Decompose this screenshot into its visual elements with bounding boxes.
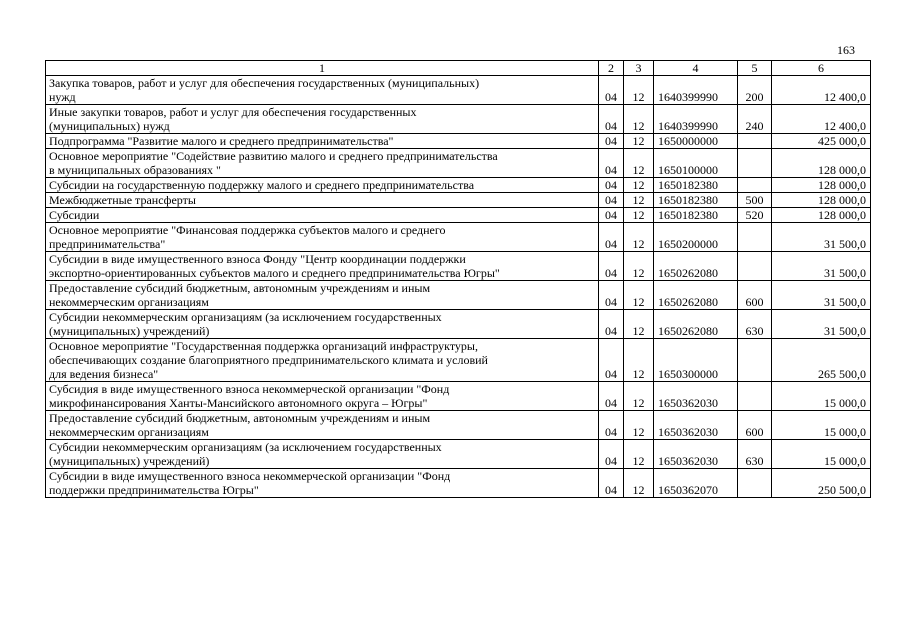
table-row bbox=[46, 411, 871, 440]
cell-amount: 128 000,0 bbox=[772, 149, 871, 178]
cell-subsection: 12 bbox=[624, 134, 654, 149]
cell-subsection: 12 bbox=[624, 339, 654, 382]
cell-amount: 15 000,0 bbox=[772, 382, 871, 411]
cell-amount: 31 500,0 bbox=[772, 310, 871, 339]
cell-subsection: 12 bbox=[624, 281, 654, 310]
cell-section: 04 bbox=[599, 193, 624, 208]
cell-subsection: 12 bbox=[624, 310, 654, 339]
cell-section: 04 bbox=[599, 411, 624, 440]
cell-name: Субсидии на государственную поддержку малого и среднего предпринимательства bbox=[46, 178, 599, 193]
table-row bbox=[46, 105, 871, 134]
cell-expense-type bbox=[738, 469, 772, 498]
cell-name: Предоставление субсидий бюджетным, автономным учреждениям и иным некоммерческим организациям bbox=[46, 281, 599, 310]
cell-name: Субсидии в виде имущественного взноса некоммерческой организации "Фонд поддержки предпринимательства Югры" bbox=[46, 469, 599, 498]
cell-expense-type: 630 bbox=[738, 440, 772, 469]
cell-section: 04 bbox=[599, 149, 624, 178]
cell-target-article: 1640399990 bbox=[654, 76, 738, 105]
cell-name: Основное мероприятие "Содействие развитию малого и среднего предпринимательства в муниципальных образованиях " bbox=[46, 149, 599, 178]
cell-target-article: 1650362030 bbox=[654, 440, 738, 469]
cell-name: Субсидии в виде имущественного взноса Фонду "Центр координации поддержки экспортно-ориентированных субъектов малого и среднего предпринимательства Югры" bbox=[46, 252, 599, 281]
cell-expense-type bbox=[738, 339, 772, 382]
cell-target-article: 1650182380 bbox=[654, 193, 738, 208]
cell-section: 04 bbox=[599, 382, 624, 411]
cell-amount: 15 000,0 bbox=[772, 440, 871, 469]
table-row bbox=[46, 193, 871, 208]
table-row bbox=[46, 440, 871, 469]
cell-subsection: 12 bbox=[624, 223, 654, 252]
cell-expense-type: 600 bbox=[738, 281, 772, 310]
cell-section: 04 bbox=[599, 178, 624, 193]
cell-section: 04 bbox=[599, 440, 624, 469]
cell-section: 04 bbox=[599, 223, 624, 252]
column-header-subsection: 3 bbox=[624, 61, 654, 76]
cell-target-article: 1650300000 bbox=[654, 339, 738, 382]
cell-expense-type: 600 bbox=[738, 411, 772, 440]
cell-section: 04 bbox=[599, 252, 624, 281]
cell-target-article: 1650182380 bbox=[654, 178, 738, 193]
column-header-target: 4 bbox=[654, 61, 738, 76]
cell-amount: 128 000,0 bbox=[772, 193, 871, 208]
cell-amount: 250 500,0 bbox=[772, 469, 871, 498]
page-number: 163 bbox=[837, 43, 855, 57]
cell-expense-type bbox=[738, 223, 772, 252]
cell-section: 04 bbox=[599, 469, 624, 498]
table-row bbox=[46, 178, 871, 193]
cell-subsection: 12 bbox=[624, 178, 654, 193]
table-header-row bbox=[46, 61, 871, 76]
cell-subsection: 12 bbox=[624, 440, 654, 469]
table-row bbox=[46, 281, 871, 310]
cell-amount: 265 500,0 bbox=[772, 339, 871, 382]
cell-section: 04 bbox=[599, 339, 624, 382]
cell-section: 04 bbox=[599, 208, 624, 223]
cell-name: Закупка товаров, работ и услуг для обеспечения государственных (муниципальных) нужд bbox=[46, 76, 599, 105]
cell-subsection: 12 bbox=[624, 193, 654, 208]
cell-name: Субсидии некоммерческим организациям (за исключением государственных (муниципальных) учреждений) bbox=[46, 440, 599, 469]
cell-target-article: 1650362030 bbox=[654, 382, 738, 411]
cell-expense-type bbox=[738, 252, 772, 281]
cell-expense-type: 200 bbox=[738, 76, 772, 105]
cell-name: Субсидия в виде имущественного взноса некоммерческой организации "Фонд микрофинансирования Ханты-Мансийского автономного округа – Югры" bbox=[46, 382, 599, 411]
cell-amount: 31 500,0 bbox=[772, 223, 871, 252]
cell-subsection: 12 bbox=[624, 469, 654, 498]
table-row bbox=[46, 252, 871, 281]
cell-expense-type bbox=[738, 134, 772, 149]
cell-subsection: 12 bbox=[624, 76, 654, 105]
cell-expense-type: 500 bbox=[738, 193, 772, 208]
table-row bbox=[46, 149, 871, 178]
cell-target-article: 1650262080 bbox=[654, 281, 738, 310]
cell-target-article: 1640399990 bbox=[654, 105, 738, 134]
table-row bbox=[46, 469, 871, 498]
cell-section: 04 bbox=[599, 310, 624, 339]
cell-expense-type: 630 bbox=[738, 310, 772, 339]
table-row bbox=[46, 223, 871, 252]
cell-name: Субсидии некоммерческим организациям (за исключением государственных (муниципальных) учреждений) bbox=[46, 310, 599, 339]
cell-name: Предоставление субсидий бюджетным, автономным учреждениям и иным некоммерческим организациям bbox=[46, 411, 599, 440]
cell-target-article: 1650262080 bbox=[654, 252, 738, 281]
cell-name: Подпрограмма "Развитие малого и среднего предпринимательства" bbox=[46, 134, 599, 149]
table-row bbox=[46, 208, 871, 223]
cell-subsection: 12 bbox=[624, 411, 654, 440]
cell-expense-type bbox=[738, 382, 772, 411]
cell-target-article: 1650100000 bbox=[654, 149, 738, 178]
cell-amount: 12 400,0 bbox=[772, 105, 871, 134]
cell-target-article: 1650262080 bbox=[654, 310, 738, 339]
cell-section: 04 bbox=[599, 134, 624, 149]
cell-amount: 128 000,0 bbox=[772, 208, 871, 223]
cell-name: Субсидии bbox=[46, 208, 599, 223]
cell-target-article: 1650200000 bbox=[654, 223, 738, 252]
cell-section: 04 bbox=[599, 105, 624, 134]
cell-expense-type: 520 bbox=[738, 208, 772, 223]
cell-amount: 12 400,0 bbox=[772, 76, 871, 105]
budget-table bbox=[45, 60, 871, 498]
cell-name: Межбюджетные трансферты bbox=[46, 193, 599, 208]
cell-section: 04 bbox=[599, 76, 624, 105]
cell-target-article: 1650362070 bbox=[654, 469, 738, 498]
column-header-name: 1 bbox=[46, 61, 599, 76]
column-header-type: 5 bbox=[738, 61, 772, 76]
cell-expense-type bbox=[738, 178, 772, 193]
column-header-amount: 6 bbox=[772, 61, 871, 76]
cell-name: Иные закупки товаров, работ и услуг для обеспечения государственных (муниципальных) нужд bbox=[46, 105, 599, 134]
table-row bbox=[46, 76, 871, 105]
cell-expense-type: 240 bbox=[738, 105, 772, 134]
cell-amount: 15 000,0 bbox=[772, 411, 871, 440]
cell-amount: 425 000,0 bbox=[772, 134, 871, 149]
cell-name: Основное мероприятие "Государственная поддержка организаций инфраструктуры, обеспечивающих создание благоприятного предпринимательского климата и условий для ведения бизнеса" bbox=[46, 339, 599, 382]
cell-subsection: 12 bbox=[624, 382, 654, 411]
cell-expense-type bbox=[738, 149, 772, 178]
cell-subsection: 12 bbox=[624, 252, 654, 281]
cell-amount: 31 500,0 bbox=[772, 252, 871, 281]
table-row bbox=[46, 310, 871, 339]
cell-amount: 31 500,0 bbox=[772, 281, 871, 310]
cell-target-article: 1650362030 bbox=[654, 411, 738, 440]
cell-subsection: 12 bbox=[624, 105, 654, 134]
cell-amount: 128 000,0 bbox=[772, 178, 871, 193]
cell-target-article: 1650000000 bbox=[654, 134, 738, 149]
table-row bbox=[46, 339, 871, 382]
cell-subsection: 12 bbox=[624, 208, 654, 223]
table-row bbox=[46, 134, 871, 149]
cell-name: Основное мероприятие "Финансовая поддержка субъектов малого и среднего предпринимательства" bbox=[46, 223, 599, 252]
table-row bbox=[46, 382, 871, 411]
cell-subsection: 12 bbox=[624, 149, 654, 178]
cell-target-article: 1650182380 bbox=[654, 208, 738, 223]
column-header-section: 2 bbox=[599, 61, 624, 76]
cell-section: 04 bbox=[599, 281, 624, 310]
